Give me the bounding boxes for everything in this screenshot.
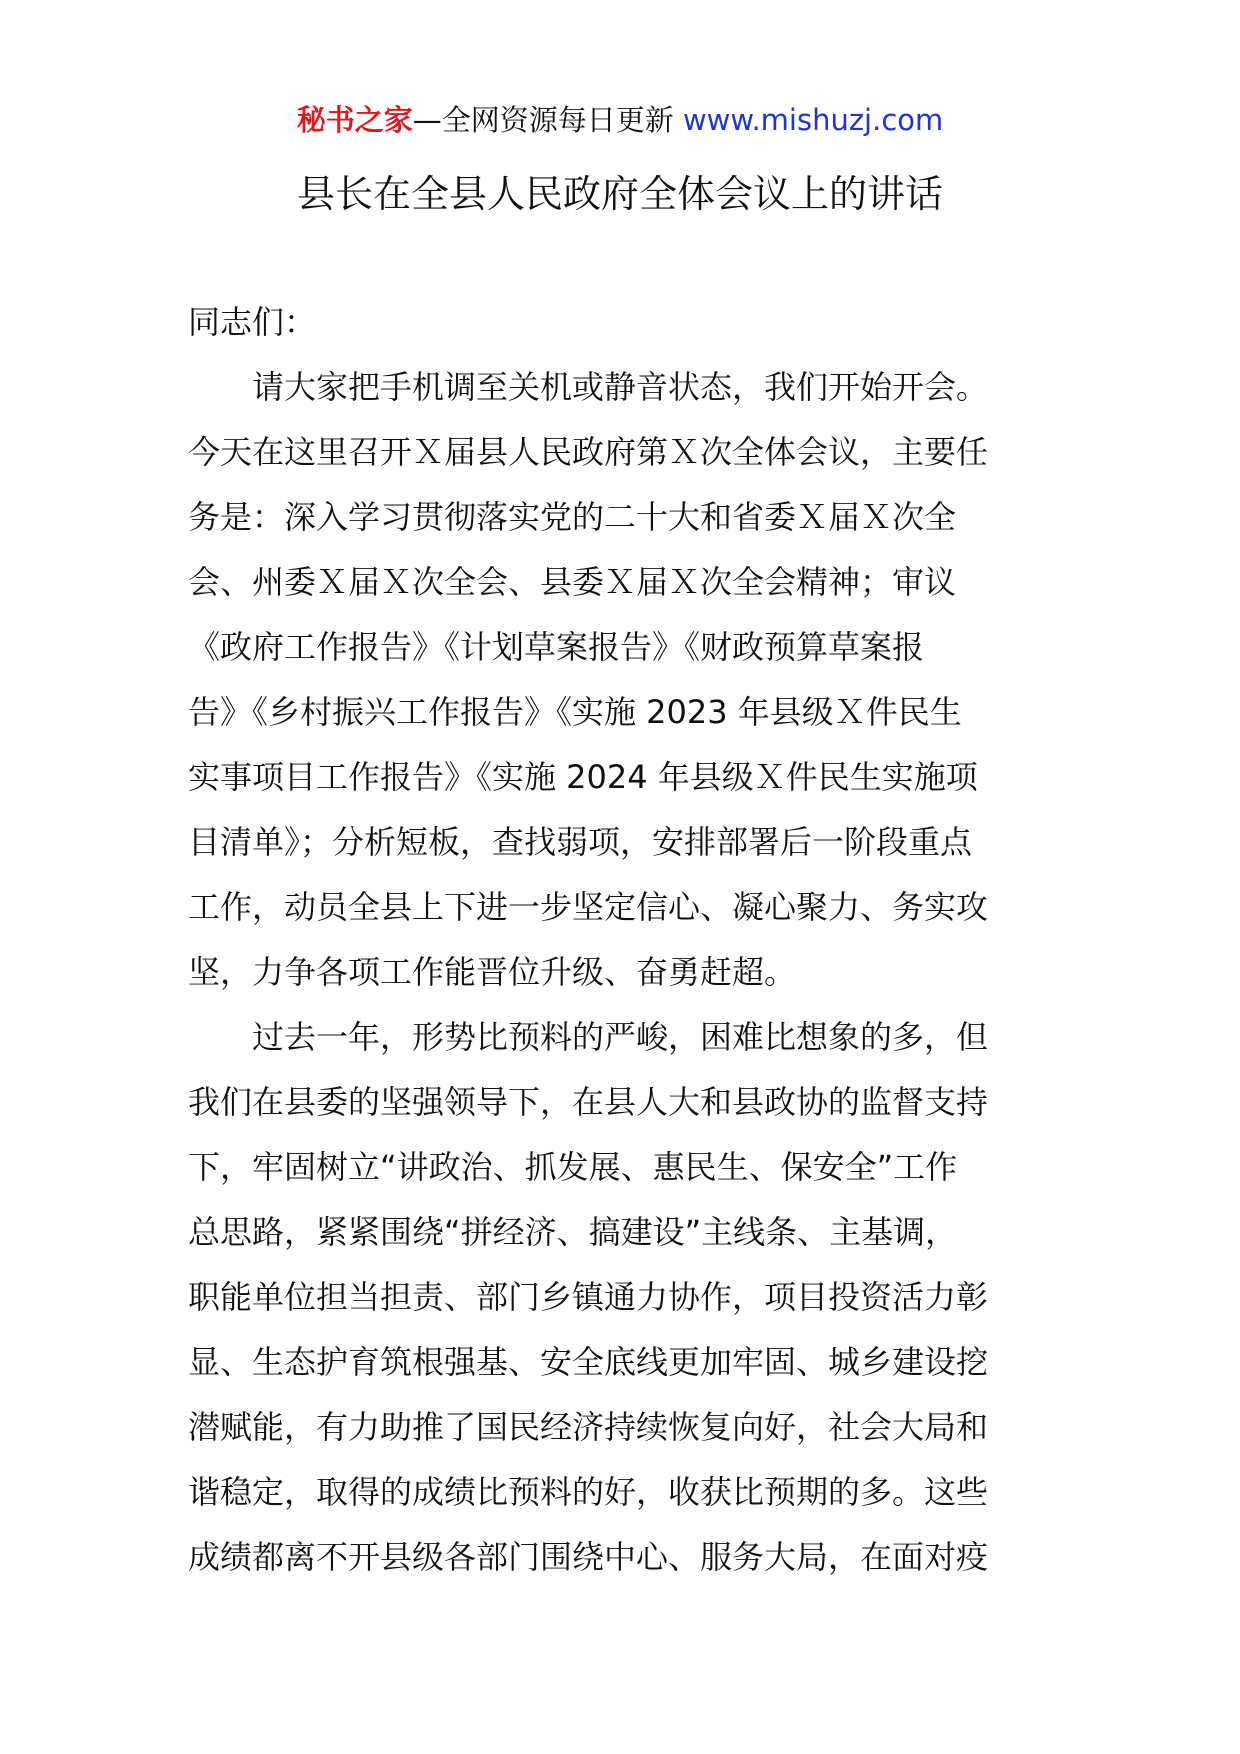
paragraph-line: 请大家把手机调至关机或静音状态，我们开始开会。 xyxy=(252,368,989,406)
speech-body xyxy=(188,290,1056,1590)
paragraph-line: 工作，动员全县上下进一步坚定信心、凝心聚力、务实攻 xyxy=(188,888,989,926)
site-header xyxy=(0,100,1240,140)
paragraph-line: 实事项目工作报告》《实施 2024 年县级Ｘ件民生实施项 xyxy=(188,758,978,796)
paragraph-line: 总思路，紧紧围绕“拼经济、搞建设”主线条、主基调， xyxy=(188,1213,958,1251)
paragraph-line: 显、生态护育筑根强基、安全底线更加牢固、城乡建设挖 xyxy=(188,1343,989,1381)
document-title: 县长在全县人民政府全体会议上的讲话 xyxy=(296,172,943,216)
paragraph-line: 潜赋能，有力助推了国民经济持续恢复向好，社会大局和 xyxy=(188,1408,989,1446)
brand-name: 秘书之家 xyxy=(296,103,413,137)
paragraph-line: 职能单位担当担责、部门乡镇通力协作，项目投资活力彰 xyxy=(188,1278,989,1316)
paragraph-line: 谐稳定，取得的成绩比预料的好，收获比预期的多。这些 xyxy=(188,1473,989,1511)
paragraph-line: 务是：深入学习贯彻落实党的二十大和省委Ｘ届Ｘ次全 xyxy=(188,498,957,536)
paragraph-line: 坚，力争各项工作能晋位升级、奋勇赶超。 xyxy=(188,953,797,991)
paragraph-line: 会、州委Ｘ届Ｘ次全会、县委Ｘ届Ｘ次全会精神；审议 xyxy=(188,563,957,601)
paragraph-line: 目清单》；分析短板，查找弱项，安排部署后一阶段重点 xyxy=(188,823,973,861)
site-url-link[interactable]: www.mishuzj.com xyxy=(682,103,944,137)
paragraph-line: 下，牢固树立“讲政治、抓发展、惠民生、保安全”工作 xyxy=(188,1148,958,1186)
paragraph-line: 过去一年，形势比预料的严峻，困难比想象的多，但 xyxy=(252,1018,989,1056)
paragraph-line: 告》《乡村振兴工作报告》《实施 2023 年县级Ｘ件民生 xyxy=(188,693,962,731)
paragraph-line: 今天在这里召开Ｘ届县人民政府第Ｘ次全体会议，主要任 xyxy=(188,433,989,471)
paragraph-line: 《政府工作报告》《计划草案报告》《财政预算草案报 xyxy=(188,628,925,666)
paragraph-line: 我们在县委的坚强领导下，在县人大和县政协的监督支持 xyxy=(188,1083,989,1121)
salutation: 同志们： xyxy=(188,303,317,341)
paragraph-line: 成绩都离不开县级各部门围绕中心、服务大局，在面对疫 xyxy=(188,1538,989,1576)
header-tagline: —全网资源每日更新 xyxy=(412,103,674,137)
